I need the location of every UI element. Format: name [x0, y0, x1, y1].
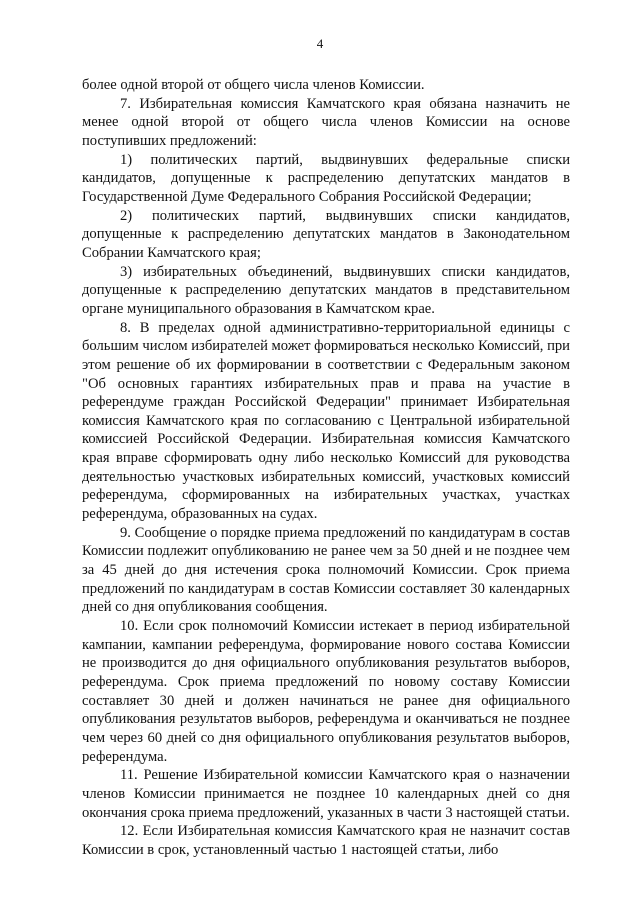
paragraph-subitem-1: 1) политических партий, выдвинувших федеральные списки кандидатов, допущенные к распределению депутатских мандатов в Государственной Думе Федерального Собрания Российской Федерации;	[82, 151, 570, 205]
paragraph-item-7: 7. Избирательная комиссия Камчатского края обязана назначить не менее одной второй от общего числа членов Комиссии на основе поступивших предложений:	[82, 95, 570, 149]
paragraph-item-8: 8. В пределах одной административно-территориальной единицы с большим числом избирателей может формироваться несколько Комиссий, при этом решение об их формировании в соответствии с Федеральным законом "Об основных гарантиях избирательных прав и права на участие в референдуме граждан Российской Федерации" принимает Избирательная комиссия Камчатского края по согласованию с Центральной избирательной комиссией Российской Федерации. Избирательная комиссия Камчатского края вправе сформировать одну либо несколько Комиссий для руководства деятельностью участковых избирательных комиссий, участковых комиссий референдума, сформированных на избирательных участках, участках референдума, образованных на судах.	[82, 319, 570, 523]
paragraph-item-12: 12. Если Избирательная комиссия Камчатского края не назначит состав Комиссии в срок, установленный частью 1 настоящей статьи, либо	[82, 823, 570, 858]
paragraph-item-11: 11. Решение Избирательной комиссии Камчатского края о назначении членов Комиссии принимается не позднее 10 календарных дней со дня окончания срока приема предложений, указанных в части 3 настоящей статьи.	[82, 767, 570, 821]
paragraph-subitem-3: 3) избирательных объединений, выдвинувших списки кандидатов, допущенные к распределению депутатских мандатов в представительном органе муниципального образования в Камчатском крае.	[82, 263, 570, 317]
page-number: 4	[316, 36, 324, 51]
paragraph-item-9: 9. Сообщение о порядке приема предложений по кандидатурам в состав Комиссии подлежит опубликованию не ранее чем за 50 дней и не позднее чем за 45 дней до дня истечения срока полномочий Комиссии. Срок приема предложений по кандидатурам в состав Комиссии составляет 30 календарных дней со дня опубликования сообщения.	[82, 524, 570, 616]
document-body	[82, 76, 570, 860]
paragraph-subitem-2: 2) политических партий, выдвинувших списки кандидатов, допущенные к распределению депутатских мандатов в Законодательном Собрании Камчатского края;	[82, 207, 570, 261]
paragraph-item-10: 10. Если срок полномочий Комиссии истекает в период избирательной кампании, кампании референдума, формирование нового состава Комиссии не производится до дня официального опубликования результатов выборов, референдума. Срок приема предложений по новому составу Комиссии составляет 30 дней и должен начинаться не ранее дня официального опубликования результатов выборов, референдума и оканчиваться не позднее чем через 60 дней со дня официального опубликования результатов выборов, референдума.	[82, 618, 570, 765]
paragraph-continuation: более одной второй от общего числа членов Комиссии.	[82, 77, 425, 93]
